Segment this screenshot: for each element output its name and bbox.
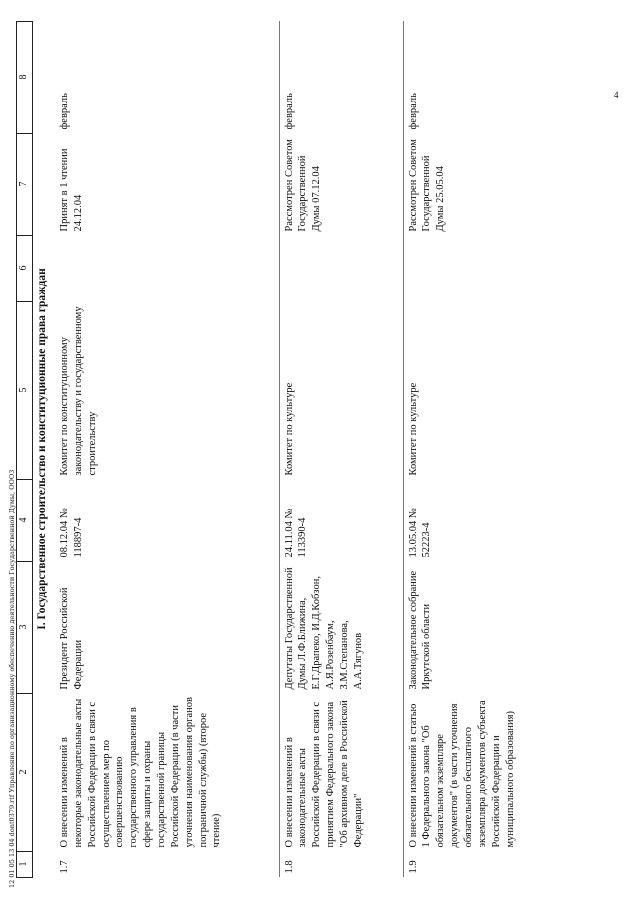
bill-author: Президент Российской Федерации bbox=[59, 587, 84, 690]
row-number: 1.8 bbox=[279, 852, 403, 878]
column-6-cell bbox=[279, 236, 403, 302]
bill-status: Принят в 1 чтении 24.12.04 bbox=[59, 148, 84, 232]
page-number: 4 bbox=[614, 90, 619, 100]
bill-registration: 13.05.04 № 52223-4 bbox=[403, 480, 593, 562]
bill-status: Рассмотрен Советом Государственной Думы 07.12.04 bbox=[279, 134, 403, 236]
row-number: 1.9 bbox=[403, 852, 593, 878]
section-title: I. Государственное строительство и конституционные права граждан bbox=[36, 268, 48, 630]
section-header-row bbox=[33, 22, 56, 878]
bill-author: Законодательное собрание Иркутской области bbox=[403, 562, 593, 694]
planned-month: февраль bbox=[279, 22, 403, 134]
footer bbox=[8, 469, 20, 896]
column-number: 3 bbox=[17, 562, 33, 694]
column-6-cell bbox=[55, 236, 279, 302]
bill-title: О внесении изменений в некоторые законодательные акты Российской Федерации в связи с осуществлением мер по совершенствованию государственного управления в сфере защиты и охраны государственной границы Российской Федерации (в части уточнения наименования органов пограничной службы) (второе чтение) bbox=[59, 697, 223, 848]
bill-registration: 08.12.04 № 118897-4 bbox=[59, 508, 84, 558]
planned-month: февраль bbox=[403, 22, 593, 134]
column-number: 6 bbox=[17, 236, 33, 302]
column-number: 2 bbox=[17, 694, 33, 852]
bill-registration: 24.11.04 № 113390-4 bbox=[279, 480, 403, 562]
responsible-committee: Комитет по конституционному законодательству и государственному строительству bbox=[59, 306, 98, 476]
table-row bbox=[279, 22, 403, 878]
planned-month: февраль bbox=[59, 93, 70, 130]
bill-title: О внесении изменений в законодательные акты Российской Федерации в связи с принятием Федерального закона "Об архивном деле в Российской Федерации" bbox=[279, 694, 403, 852]
row-number: 1.7 bbox=[59, 860, 70, 874]
bill-title: О внесении изменений в статью 1 Федерального закона "Об обязательном экземпляре документов" (в части уточнения обязательного бесплатного экземпляра документов субъекта Российской Федерации и муниципального образования) bbox=[403, 694, 593, 852]
bills-table bbox=[16, 21, 593, 878]
column-number: 7 bbox=[17, 134, 33, 236]
responsible-committee: Комитет по культуре bbox=[403, 302, 593, 480]
footer-text: 12 01 05 13 04 dont0379.rtf Управление по организационному обеспечению деятельности Государственной Думы, ООО3 bbox=[8, 469, 16, 888]
column-number: 8 bbox=[17, 22, 33, 134]
bill-author: Депутаты Государственной Думы Л.Ф.Ближина, Е.Г.Драпеко, И.Д.Кобзон, А.Я.Розенбаум, З.М.Степанова, А.А.Тягунов bbox=[279, 562, 403, 694]
table-row bbox=[403, 22, 593, 878]
column-number: 4 bbox=[17, 480, 33, 562]
responsible-committee: Комитет по культуре bbox=[279, 302, 403, 480]
column-6-cell bbox=[403, 236, 593, 302]
column-number: 5 bbox=[17, 302, 33, 480]
column-number: 1 bbox=[17, 852, 33, 878]
bill-status: Рассмотрен Советом Государственной Думы 25.05.04 bbox=[403, 134, 593, 236]
table-row bbox=[55, 22, 279, 878]
